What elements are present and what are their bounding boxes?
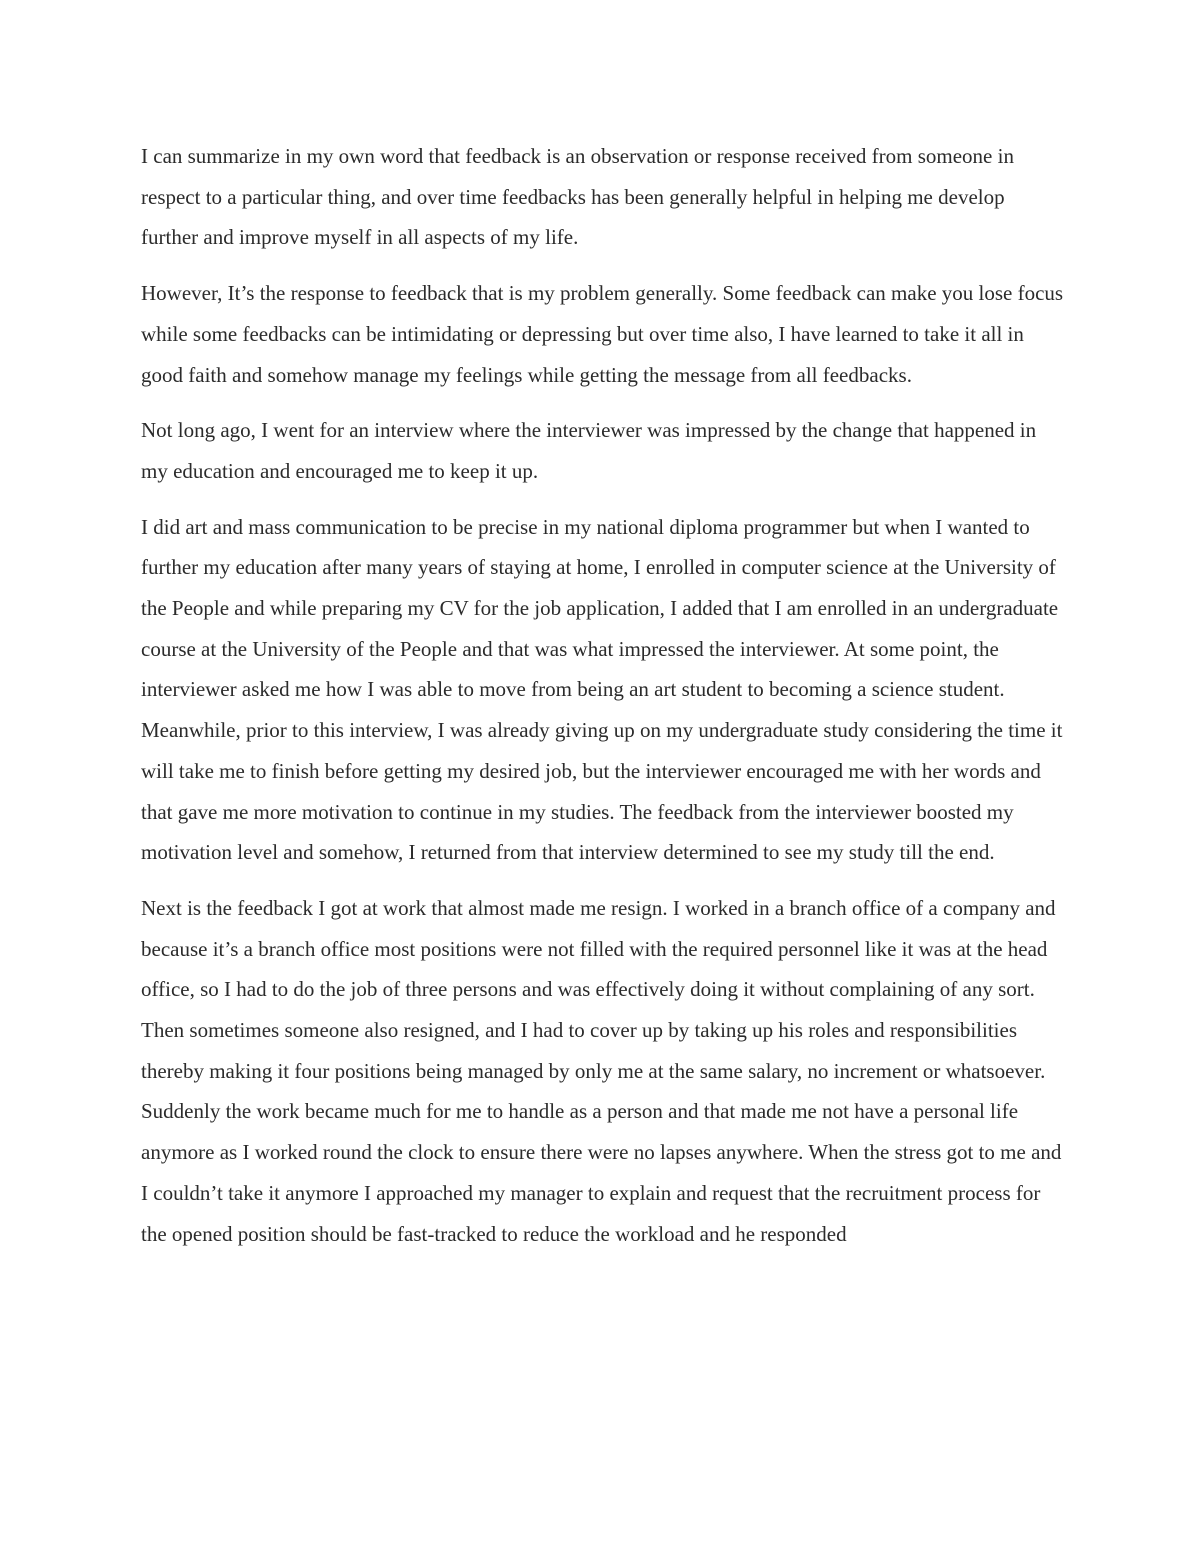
paragraph-2: However, It’s the response to feedback that is my problem generally. Some feedback can make you lose focus while some feedbacks can be intimidating or depressing but over time also, I have learned to take it all in good faith and somehow manage my feelings while getting the message from all feedbacks.	[141, 281, 1064, 387]
paragraph-5: Next is the feedback I got at work that almost made me resign. I worked in a branch office of a company and because it’s a branch office most positions were not filled with the required personnel like it was at the head office, so I had to do the job of three persons and was effectively doing it without complaining of any sort. Then sometimes someone also resigned, and I had to cover up by taking up his roles and responsibilities thereby making it four positions being managed by only me at the same salary, no increment or whatsoever. Suddenly the work became much for me to handle as a person and that made me not have a personal life anymore as I worked round the clock to ensure there were no lapses anywhere. When the stress got to me and I couldn’t take it anymore I approached my manager to explain and request that the recruitment process for the opened position should be fast-tracked to reduce the workload and he responded	[141, 895, 1062, 1246]
document-body	[141, 136, 1066, 1269]
paragraph-1: I can summarize in my own word that feedback is an observation or response received from someone in respect to a particular thing, and over time feedbacks has been generally helpful in helping me develop further and improve myself in all aspects of my life.	[141, 144, 1014, 250]
paragraph-3: Not long ago, I went for an interview where the interviewer was impressed by the change that happened in my education and encouraged me to keep it up.	[141, 418, 1037, 483]
paragraph-4: I did art and mass communication to be precise in my national diploma programmer but when I wanted to further my education after many years of staying at home, I enrolled in computer science at the University of the People and while preparing my CV for the job application, I added that I am enrolled in an undergraduate course at the University of the People and that was what impressed the interviewer. At some point, the interviewer asked me how I was able to move from being an art student to becoming a science student. Meanwhile, prior to this interview, I was already giving up on my undergraduate study considering the time it will take me to finish before getting my desired job, but the interviewer encouraged me with her words and that gave me more motivation to continue in my studies. The feedback from the interviewer boosted my motivation level and somehow, I returned from that interview determined to see my study till the end.	[141, 514, 1063, 865]
